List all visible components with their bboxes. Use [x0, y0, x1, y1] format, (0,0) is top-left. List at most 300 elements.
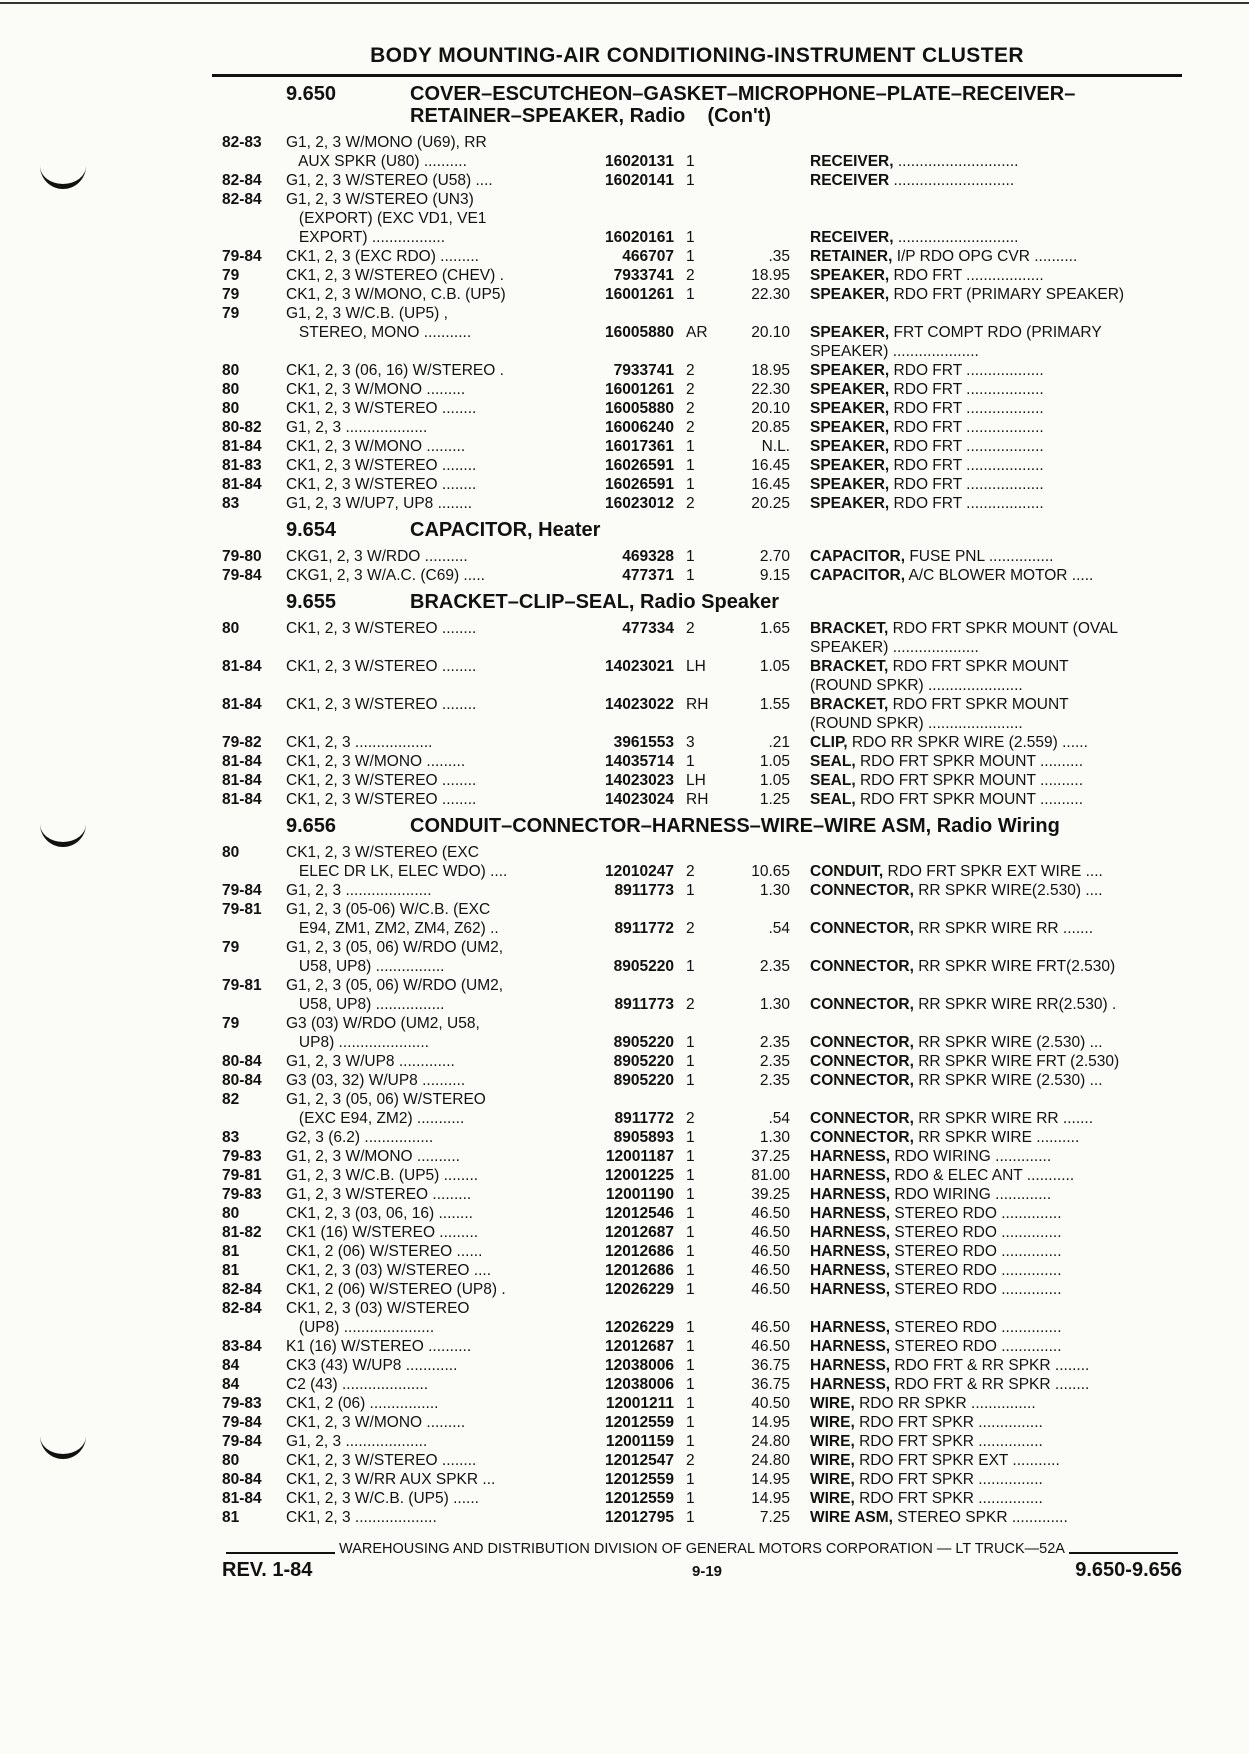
quantity — [674, 976, 720, 995]
application: G1, 2, 3 W/C.B. (UP5) ........ — [286, 1167, 479, 1184]
page-header: BODY MOUNTING-AIR CONDITIONING-INSTRUMENT CLUSTER — [212, 44, 1182, 77]
parts-row — [222, 676, 1182, 695]
description — [790, 323, 1172, 342]
quantity: 1 — [686, 1433, 695, 1450]
parts-row — [222, 1128, 1182, 1147]
description — [790, 1413, 1172, 1432]
description-head: CLIP, — [810, 734, 848, 751]
parts-row — [222, 1280, 1182, 1299]
description — [790, 1128, 1172, 1147]
description-head: BRACKET, — [810, 620, 889, 637]
parts-row — [222, 456, 1182, 475]
parts-row — [222, 1109, 1182, 1128]
price: 10.65 — [751, 863, 790, 880]
parts-row — [222, 1508, 1182, 1527]
year-range: 80 — [222, 620, 240, 637]
binder-hole — [40, 818, 86, 847]
parts-row — [222, 1166, 1182, 1185]
price — [720, 900, 790, 919]
application: CK1, 2, 3 W/MONO, C.B. (UP5) — [286, 286, 506, 303]
year-range: 79 — [222, 267, 240, 284]
parts-row — [222, 1489, 1182, 1508]
description-detail: RDO & ELEC ANT ........... — [890, 1167, 1075, 1184]
description — [790, 1052, 1172, 1071]
quantity — [674, 209, 720, 228]
description — [790, 1261, 1172, 1280]
description-head: HARNESS, — [810, 1376, 891, 1393]
application: CK1, 2, 3 W/STEREO ........ — [286, 772, 477, 789]
parts-row — [222, 752, 1182, 771]
parts-row — [222, 171, 1182, 190]
description-detail: RR SPKR WIRE RR ....... — [913, 1110, 1094, 1127]
parts-row — [222, 190, 1182, 209]
application: CK1, 2, 3 W/MONO ......... — [286, 753, 466, 770]
year-range: 79-83 — [222, 1395, 262, 1412]
part-number: 12012687 — [605, 1224, 674, 1241]
sections — [222, 83, 1182, 1527]
parts-row — [222, 342, 1182, 361]
year-range: 81-83 — [222, 457, 262, 474]
parts-row — [222, 1318, 1182, 1337]
description-detail: ............................ — [893, 229, 1019, 246]
description-head: SEAL, — [810, 791, 856, 808]
part-number: 8905220 — [613, 1053, 674, 1070]
application — [286, 638, 566, 657]
description-head: SPEAKER, — [810, 495, 890, 512]
year-range — [222, 209, 286, 228]
parts-row — [222, 638, 1182, 657]
year-range: 79-81 — [222, 901, 262, 918]
description-detail: RR SPKR WIRE FRT (2.530) — [913, 1053, 1120, 1070]
year-range: 79-84 — [222, 1433, 262, 1450]
parts-row — [222, 209, 1182, 228]
application: G2, 3 (6.2) ................ — [286, 1129, 434, 1146]
price: .54 — [768, 920, 790, 937]
price: 46.50 — [751, 1224, 790, 1241]
quantity: 1 — [686, 1243, 695, 1260]
price: 9.15 — [759, 567, 790, 584]
application: G1, 2, 3 W/UP7, UP8 ........ — [286, 495, 473, 512]
description-head: SPEAKER, — [810, 362, 890, 379]
description — [790, 862, 1172, 881]
quantity: 1 — [686, 1167, 695, 1184]
part-number — [566, 676, 674, 695]
description-detail: RR SPKR WIRE FRT(2.530) — [913, 958, 1116, 975]
parts-row — [222, 266, 1182, 285]
description-head: HARNESS, — [810, 1148, 891, 1165]
description-head: SPEAKER, — [810, 400, 890, 417]
description-detail: RDO FRT SPKR ............... — [854, 1490, 1043, 1507]
description — [790, 437, 1172, 456]
description-head: SPEAKER, — [810, 267, 890, 284]
description — [790, 1090, 1172, 1109]
quantity: AR — [686, 324, 708, 341]
section-title: CONDUIT–CONNECTOR–HARNESS–WIRE–WIRE ASM, Radio Wiring — [410, 815, 1060, 837]
quantity: 1 — [686, 476, 695, 493]
description-detail: RDO WIRING ............. — [890, 1186, 1052, 1203]
quantity — [674, 133, 720, 152]
quantity: 1 — [686, 1471, 695, 1488]
application: CK1, 2, 3 (03) W/STEREO — [286, 1300, 470, 1317]
quantity: 1 — [686, 1072, 695, 1089]
quantity — [674, 190, 720, 209]
part-number: 12001211 — [605, 1395, 674, 1412]
quantity: 1 — [686, 248, 695, 265]
part-number: 8905220 — [613, 1034, 674, 1051]
description-head: CONNECTOR, — [810, 1072, 914, 1089]
description-head: SEAL, — [810, 753, 856, 770]
parts-row — [222, 1223, 1182, 1242]
application: G1, 2, 3 W/MONO .......... — [286, 1148, 460, 1165]
quantity: 1 — [686, 1281, 695, 1298]
application: CK1, 2, 3 .................. — [286, 734, 433, 751]
price: 1.25 — [759, 791, 790, 808]
year-range: 81-84 — [222, 696, 262, 713]
parts-row — [222, 228, 1182, 247]
application: G1, 2, 3 W/STEREO (UN3) — [286, 191, 474, 208]
price: 1.30 — [759, 882, 790, 899]
price: 46.50 — [751, 1205, 790, 1222]
part-number: 12012687 — [605, 1338, 674, 1355]
description-head: BRACKET, — [810, 658, 889, 675]
description — [790, 1033, 1172, 1052]
application: CK1, 2, 3 W/RR AUX SPKR ... — [286, 1471, 496, 1488]
parts-row — [222, 437, 1182, 456]
application: CKG1, 2, 3 W/A.C. (C69) ..... — [286, 567, 485, 584]
application: G1, 2, 3 (05-06) W/C.B. (EXC — [286, 901, 491, 918]
part-number: 8911772 — [614, 920, 674, 937]
description-detail: STEREO RDO .............. — [890, 1224, 1062, 1241]
year-range — [222, 342, 286, 361]
part-number: 14023023 — [605, 772, 674, 789]
parts-row — [222, 1204, 1182, 1223]
part-number: 477334 — [622, 620, 674, 637]
section-title: CAPACITOR, Heater — [410, 519, 601, 541]
year-range: 79 — [222, 939, 240, 956]
application: CK1, 2, 3 W/STEREO ........ — [286, 658, 477, 675]
parts-row — [222, 494, 1182, 513]
quantity: 1 — [686, 753, 695, 770]
year-range — [222, 919, 286, 938]
parts-row — [222, 733, 1182, 752]
parts-row — [222, 1033, 1182, 1052]
quantity: 2 — [686, 920, 695, 937]
part-number — [566, 190, 674, 209]
price: 14.95 — [751, 1414, 790, 1431]
quantity — [674, 843, 720, 862]
application: G1, 2, 3 ................... — [286, 419, 428, 436]
part-number: 7933741 — [613, 267, 674, 284]
description — [790, 1318, 1172, 1337]
description — [790, 695, 1172, 714]
section-title-continued: RETAINER–SPEAKER, Radio (Con't) — [410, 105, 772, 127]
year-range: 79-83 — [222, 1186, 262, 1203]
quantity — [674, 1014, 720, 1033]
quantity — [674, 342, 720, 361]
part-number: 12012559 — [605, 1414, 674, 1431]
price — [720, 342, 790, 361]
parts-row — [222, 399, 1182, 418]
part-number — [566, 1090, 674, 1109]
price — [720, 843, 790, 862]
description-head: HARNESS, — [810, 1186, 891, 1203]
quantity: 1 — [686, 457, 695, 474]
description — [790, 938, 1172, 957]
quantity — [674, 1299, 720, 1318]
quantity: 1 — [686, 286, 695, 303]
section-number: 9.654 — [286, 519, 337, 541]
application — [286, 676, 566, 695]
description-head: WIRE, — [810, 1490, 855, 1507]
parts-row — [222, 1394, 1182, 1413]
price: 81.00 — [751, 1167, 790, 1184]
price — [720, 976, 790, 995]
description — [790, 209, 1172, 228]
description — [790, 657, 1172, 676]
year-range — [222, 228, 286, 247]
year-range: 80-82 — [222, 419, 262, 436]
year-range: 83 — [222, 1129, 240, 1146]
description — [790, 475, 1172, 494]
price: 2.35 — [759, 1053, 790, 1070]
description — [790, 418, 1172, 437]
description-detail: STEREO RDO .............. — [890, 1262, 1062, 1279]
parts-row — [222, 1261, 1182, 1280]
parts-row — [222, 995, 1182, 1014]
section-heading — [222, 519, 1182, 541]
parts-row — [222, 152, 1182, 171]
parts-row — [222, 1356, 1182, 1375]
description — [790, 494, 1172, 513]
part-number — [566, 938, 674, 957]
description-head: WIRE, — [810, 1433, 855, 1450]
description-detail: RDO FRT .................. — [889, 381, 1044, 398]
application: G1, 2, 3 W/UP8 ............. — [286, 1053, 455, 1070]
description-detail: STEREO RDO .............. — [890, 1205, 1062, 1222]
description — [790, 190, 1172, 209]
description-detail: RDO FRT SPKR EXT WIRE .... — [883, 863, 1103, 880]
application: EXPORT) ................. — [286, 229, 446, 246]
section-heading — [222, 815, 1182, 837]
year-range: 82-84 — [222, 191, 262, 208]
quantity: 1 — [686, 1148, 695, 1165]
price: 1.55 — [759, 696, 790, 713]
quantity — [674, 714, 720, 733]
description-head: CONNECTOR, — [810, 920, 914, 937]
price — [720, 1090, 790, 1109]
parts-row — [222, 881, 1182, 900]
price: 46.50 — [751, 1319, 790, 1336]
quantity — [674, 638, 720, 657]
parts-row — [222, 547, 1182, 566]
part-number — [566, 976, 674, 995]
parts-row — [222, 1014, 1182, 1033]
application: G1, 2, 3 ................... — [286, 1433, 428, 1450]
parts-row — [222, 657, 1182, 676]
application: CK1, 2, 3 W/C.B. (UP5) ...... — [286, 1490, 479, 1507]
parts-row — [222, 771, 1182, 790]
description-detail: SPEAKER) .................... — [810, 639, 979, 656]
binder-hole — [40, 1430, 86, 1459]
quantity: RH — [686, 791, 709, 808]
application: G1, 2, 3 (05, 06) W/RDO (UM2, — [286, 977, 504, 994]
part-number: 14023022 — [605, 696, 674, 713]
price — [720, 938, 790, 957]
description — [790, 1109, 1172, 1128]
description-head: SPEAKER, — [810, 476, 890, 493]
year-range: 80 — [222, 381, 240, 398]
part-number — [566, 342, 674, 361]
part-number: 12038006 — [605, 1357, 674, 1374]
description-head: HARNESS, — [810, 1281, 891, 1298]
description — [790, 733, 1172, 752]
year-range: 80 — [222, 362, 240, 379]
part-number — [566, 638, 674, 657]
description — [790, 1280, 1172, 1299]
quantity — [674, 676, 720, 695]
quantity: LH — [686, 772, 706, 789]
description — [790, 1185, 1172, 1204]
catalog-page — [222, 44, 1182, 1585]
application: CK1, 2, 3 (EXC RDO) ......... — [286, 248, 479, 265]
part-number: 14035714 — [605, 753, 674, 770]
parts-row — [222, 380, 1182, 399]
application: CK1, 2, 3 W/MONO ......... — [286, 381, 466, 398]
year-range: 80-84 — [222, 1471, 262, 1488]
price — [720, 209, 790, 228]
price: 1.30 — [759, 996, 790, 1013]
section-heading — [222, 591, 1182, 613]
part-number — [566, 714, 674, 733]
description-detail: RDO FRT .................. — [889, 457, 1044, 474]
part-number: 8911773 — [614, 996, 674, 1013]
price: 7.25 — [759, 1509, 790, 1526]
year-range: 80-84 — [222, 1072, 262, 1089]
description-head: CONNECTOR, — [810, 1110, 914, 1127]
year-range: 81-84 — [222, 1490, 262, 1507]
quantity: 1 — [686, 153, 695, 170]
application: CK1, 2, 3 (06, 16) W/STEREO . — [286, 362, 504, 379]
price: 36.75 — [751, 1376, 790, 1393]
description — [790, 976, 1172, 995]
part-number: 469328 — [622, 548, 674, 565]
price: 1.05 — [759, 772, 790, 789]
description-detail: FRT COMPT RDO (PRIMARY — [889, 324, 1102, 341]
year-range: 82-84 — [222, 1300, 262, 1317]
quantity: 2 — [686, 362, 695, 379]
description-head: CAPACITOR, — [810, 548, 906, 565]
part-number: 7933741 — [613, 362, 674, 379]
description-head: CONNECTOR, — [810, 1129, 914, 1146]
parts-row — [222, 1375, 1182, 1394]
description-detail: RR SPKR WIRE RR(2.530) . — [913, 996, 1117, 1013]
description-detail: RDO FRT SPKR ............... — [854, 1433, 1043, 1450]
description — [790, 399, 1172, 418]
description — [790, 790, 1172, 809]
description-head: WIRE ASM, — [810, 1509, 893, 1526]
year-range: 82-84 — [222, 1281, 262, 1298]
application: G1, 2, 3 W/MONO (U69), RR — [286, 134, 487, 151]
description — [790, 304, 1172, 323]
description — [790, 171, 1172, 190]
year-range: 81-84 — [222, 791, 262, 808]
year-range: 81 — [222, 1509, 240, 1526]
description-detail: ............................ — [893, 153, 1019, 170]
description-head: CAPACITOR, — [810, 567, 906, 584]
part-number: 12012795 — [605, 1509, 674, 1526]
application: G3 (03) W/RDO (UM2, U58, — [286, 1015, 480, 1032]
parts-row — [222, 361, 1182, 380]
section-number: 9.656 — [286, 815, 337, 837]
part-number: 8911772 — [614, 1110, 674, 1127]
description-head: HARNESS, — [810, 1205, 891, 1222]
year-range: 79 — [222, 1015, 240, 1032]
description-head: HARNESS, — [810, 1319, 891, 1336]
quantity: 2 — [686, 267, 695, 284]
quantity: 1 — [686, 567, 695, 584]
quantity: 1 — [686, 1129, 695, 1146]
part-number: 12012686 — [605, 1262, 674, 1279]
year-range: 81-84 — [222, 438, 262, 455]
application: STEREO, MONO ........... — [286, 324, 472, 341]
application: CK1, 2, 3 W/STEREO ........ — [286, 791, 477, 808]
year-range: 83 — [222, 495, 240, 512]
price: 14.95 — [751, 1490, 790, 1507]
description-head: SPEAKER, — [810, 286, 890, 303]
description — [790, 1489, 1172, 1508]
application: CK1, 2, 3 W/STEREO (EXC — [286, 844, 479, 861]
section-number: 9.650 — [286, 83, 337, 105]
description — [790, 152, 1172, 171]
description — [790, 1356, 1172, 1375]
description-head: WIRE, — [810, 1452, 855, 1469]
price: 20.10 — [751, 324, 790, 341]
quantity: 2 — [686, 863, 695, 880]
application: G1, 2, 3 (05, 06) W/STEREO — [286, 1091, 486, 1108]
description-head: SPEAKER, — [810, 438, 890, 455]
quantity: 1 — [686, 1053, 695, 1070]
description-detail: SPEAKER) .................... — [810, 343, 979, 360]
description-detail: RDO FRT .................. — [889, 400, 1044, 417]
description-detail: RDO FRT .................. — [889, 476, 1044, 493]
price: 46.50 — [751, 1262, 790, 1279]
year-range: 79 — [222, 286, 240, 303]
application: ELEC DR LK, ELEC WDO) .... — [286, 863, 508, 880]
description-detail: RDO FRT SPKR ............... — [854, 1471, 1043, 1488]
parts-row — [222, 1090, 1182, 1109]
year-range: 82 — [222, 1091, 240, 1108]
part-number: 8911773 — [614, 882, 674, 899]
parts-row — [222, 919, 1182, 938]
part-number: 16005880 — [605, 324, 674, 341]
year-range: 79-84 — [222, 882, 262, 899]
price: N.L. — [761, 438, 790, 455]
description-detail: RR SPKR WIRE RR ....... — [913, 920, 1094, 937]
description-detail: RDO FRT SPKR MOUNT — [888, 696, 1069, 713]
price: 1.05 — [759, 753, 790, 770]
parts-row — [222, 1432, 1182, 1451]
application: G1, 2, 3 (05, 06) W/RDO (UM2, — [286, 939, 504, 956]
description-head: CONNECTOR, — [810, 1034, 914, 1051]
description-detail: RDO FRT SPKR MOUNT (OVAL — [888, 620, 1119, 637]
description — [790, 771, 1172, 790]
price — [720, 171, 790, 190]
description — [790, 1470, 1172, 1489]
description-head: WIRE, — [810, 1414, 855, 1431]
price: 2.70 — [759, 548, 790, 565]
description-detail: RDO FRT SPKR MOUNT .......... — [855, 753, 1084, 770]
quantity: 1 — [686, 1034, 695, 1051]
